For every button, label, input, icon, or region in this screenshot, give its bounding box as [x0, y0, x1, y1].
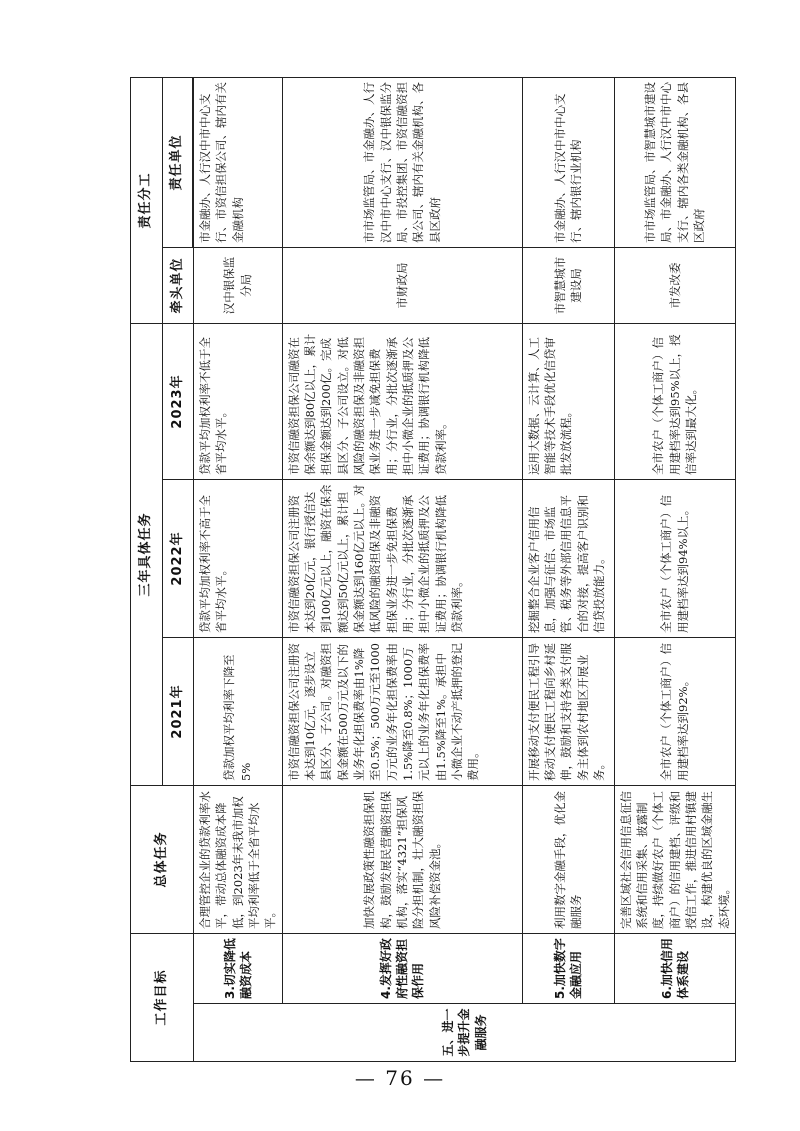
row-lead-unit: 汉中银保监分局	[194, 247, 283, 323]
row-overall: 完善区域社会信用信息征信系统和信用采集、披露制度，持续做好农户（个体工商户）的信用建档、评级和授信工作，推进信用村镇建设，构建优良的区域金融生态环境。	[614, 785, 735, 933]
page-number: — 76 —	[354, 1066, 446, 1090]
row-2022: 市资信融资担保公司注册资本达到20亿元，银行授信达到100亿元以上，融资在保余额达到50亿元以上，累计担保金额达到160亿元以上。对低风险的融资担保及非融资担保业务进一步免担保费用；分行业，分批次逐渐承担中小微企业的抵质押及公证费用；协调银行机构降低贷款利率。	[282, 479, 522, 637]
table-row	[522, 77, 614, 1061]
row-goal: 6.加快信用体系建设	[614, 933, 735, 1003]
header-overall-task: 总体任务	[131, 785, 194, 933]
table-row	[194, 77, 283, 1061]
row-overall: 利用数字金融手段，优化金融服务	[522, 785, 614, 933]
task-table	[130, 77, 736, 1062]
header-responsible-unit: 责任单位	[163, 77, 193, 247]
header-lead-unit: 牵头单位	[163, 247, 194, 323]
row-2022: 贷款平均加权利率不高于全省平均水平。	[194, 479, 283, 637]
header-year-2023: 2023年	[163, 323, 194, 479]
row-responsible-unit: 市金融办、人行汉中市中心支行、市资信担保公司、辖内有关金融机构	[194, 77, 283, 247]
row-2021: 全市农户（个体工商户）信用建档率达到92%。	[614, 637, 735, 785]
row-lead-unit: 市财政局	[282, 247, 522, 323]
row-goal: 3.切实降低融资成本	[194, 933, 283, 1003]
header-year-2021: 2021年	[163, 637, 194, 785]
rotated-table-container	[130, 78, 731, 1062]
table-row	[614, 77, 735, 1061]
row-overall: 加快发展政策性融资担保机构，鼓励发展民营融资担保机构，落实“4321”担保风险分担机制，壮大融资担保风险补偿资金池。	[282, 785, 522, 933]
row-responsible-unit: 市市场监管局、市智慧城市建设局、市金融办、人行汉中市中心支行、辖内各类金融机构、各县区政府	[614, 77, 735, 247]
row-2021: 贷款加权平均利率下降至5%	[194, 637, 283, 785]
row-2021: 市资信融资担保公司注册资本达到10亿元，逐步设立县区分、子公司。对融资担保金额在500万元及以下的业务年化担保费率由1%降至0.5%；500万元至1000万元的业务年化担保费率由1.5%降至0.8%；1000万元以上的业务年化担保费率由1.5%降至1%。承担中小微企业不动产抵押的登记费用。	[282, 637, 522, 785]
row-2023: 贷款平均加权利率不低于全省平均水平。	[194, 323, 283, 479]
row-2021: 开展移动支付便民工程引导移动支付便民工程向乡村延伸，鼓励和支持各类支付服务主体到农村地区开展业务。	[522, 637, 614, 785]
row-lead-unit: 市发改委	[614, 247, 735, 323]
row-responsible-unit: 市市场监管局、市金融办、人行汉中市中心支行、汉中银保监分局、市投控集团、市资信融资担保公司、辖内有关金融机构、各县区政府	[282, 77, 522, 247]
row-2023: 全市农户（个体工商户）信用建档率达到95%以上，授信率达到最大化。	[614, 323, 735, 479]
row-2023: 市资信融资担保公司融资在保余额达到80亿以上，累计担保金额达到200亿。完成县区分、子公司设立。对低风险的融资担保及非融资担保业务进一步减免担保费用；分行业，分批次逐渐承担中小微企业的抵质押及公证费用；协调银行机构降低贷款利率。	[282, 323, 522, 479]
row-2022: 挖掘整合企业客户信用信息，加强与征信、市场监管、税务等外部信用信息平台的对接，提高客户识别和信贷投放能力。	[522, 479, 614, 637]
group-label: 五、进一步提升金融服务	[194, 1004, 736, 1062]
row-responsible-unit: 市金融办、人行汉中市中心支行、辖内银行业机构	[522, 77, 614, 247]
row-2023: 运用大数据、云计算、人工智能等技术手段优化信贷审批发放流程。	[522, 323, 614, 479]
header-three-year-task: 三年具体任务	[131, 323, 163, 785]
row-lead-unit: 市智慧城市建设局	[522, 247, 614, 323]
header-division: 责任分工	[131, 77, 163, 323]
table-row	[282, 77, 522, 1061]
header-year-2022: 2022年	[163, 479, 194, 637]
header-goal: 工作目标	[131, 933, 194, 1061]
row-goal: 5.加快数字金融应用	[522, 933, 614, 1003]
row-overall: 合理管控企业的贷款利率水平，带动总体融资成本降低，到2023年末我市加权平均利率低于全省平均水平。	[194, 785, 283, 933]
row-2022: 全市农户（个体工商户）信用建档率达到94%以上。	[614, 479, 735, 637]
row-goal: 4.发挥好政府性融资担保作用	[282, 933, 522, 1003]
